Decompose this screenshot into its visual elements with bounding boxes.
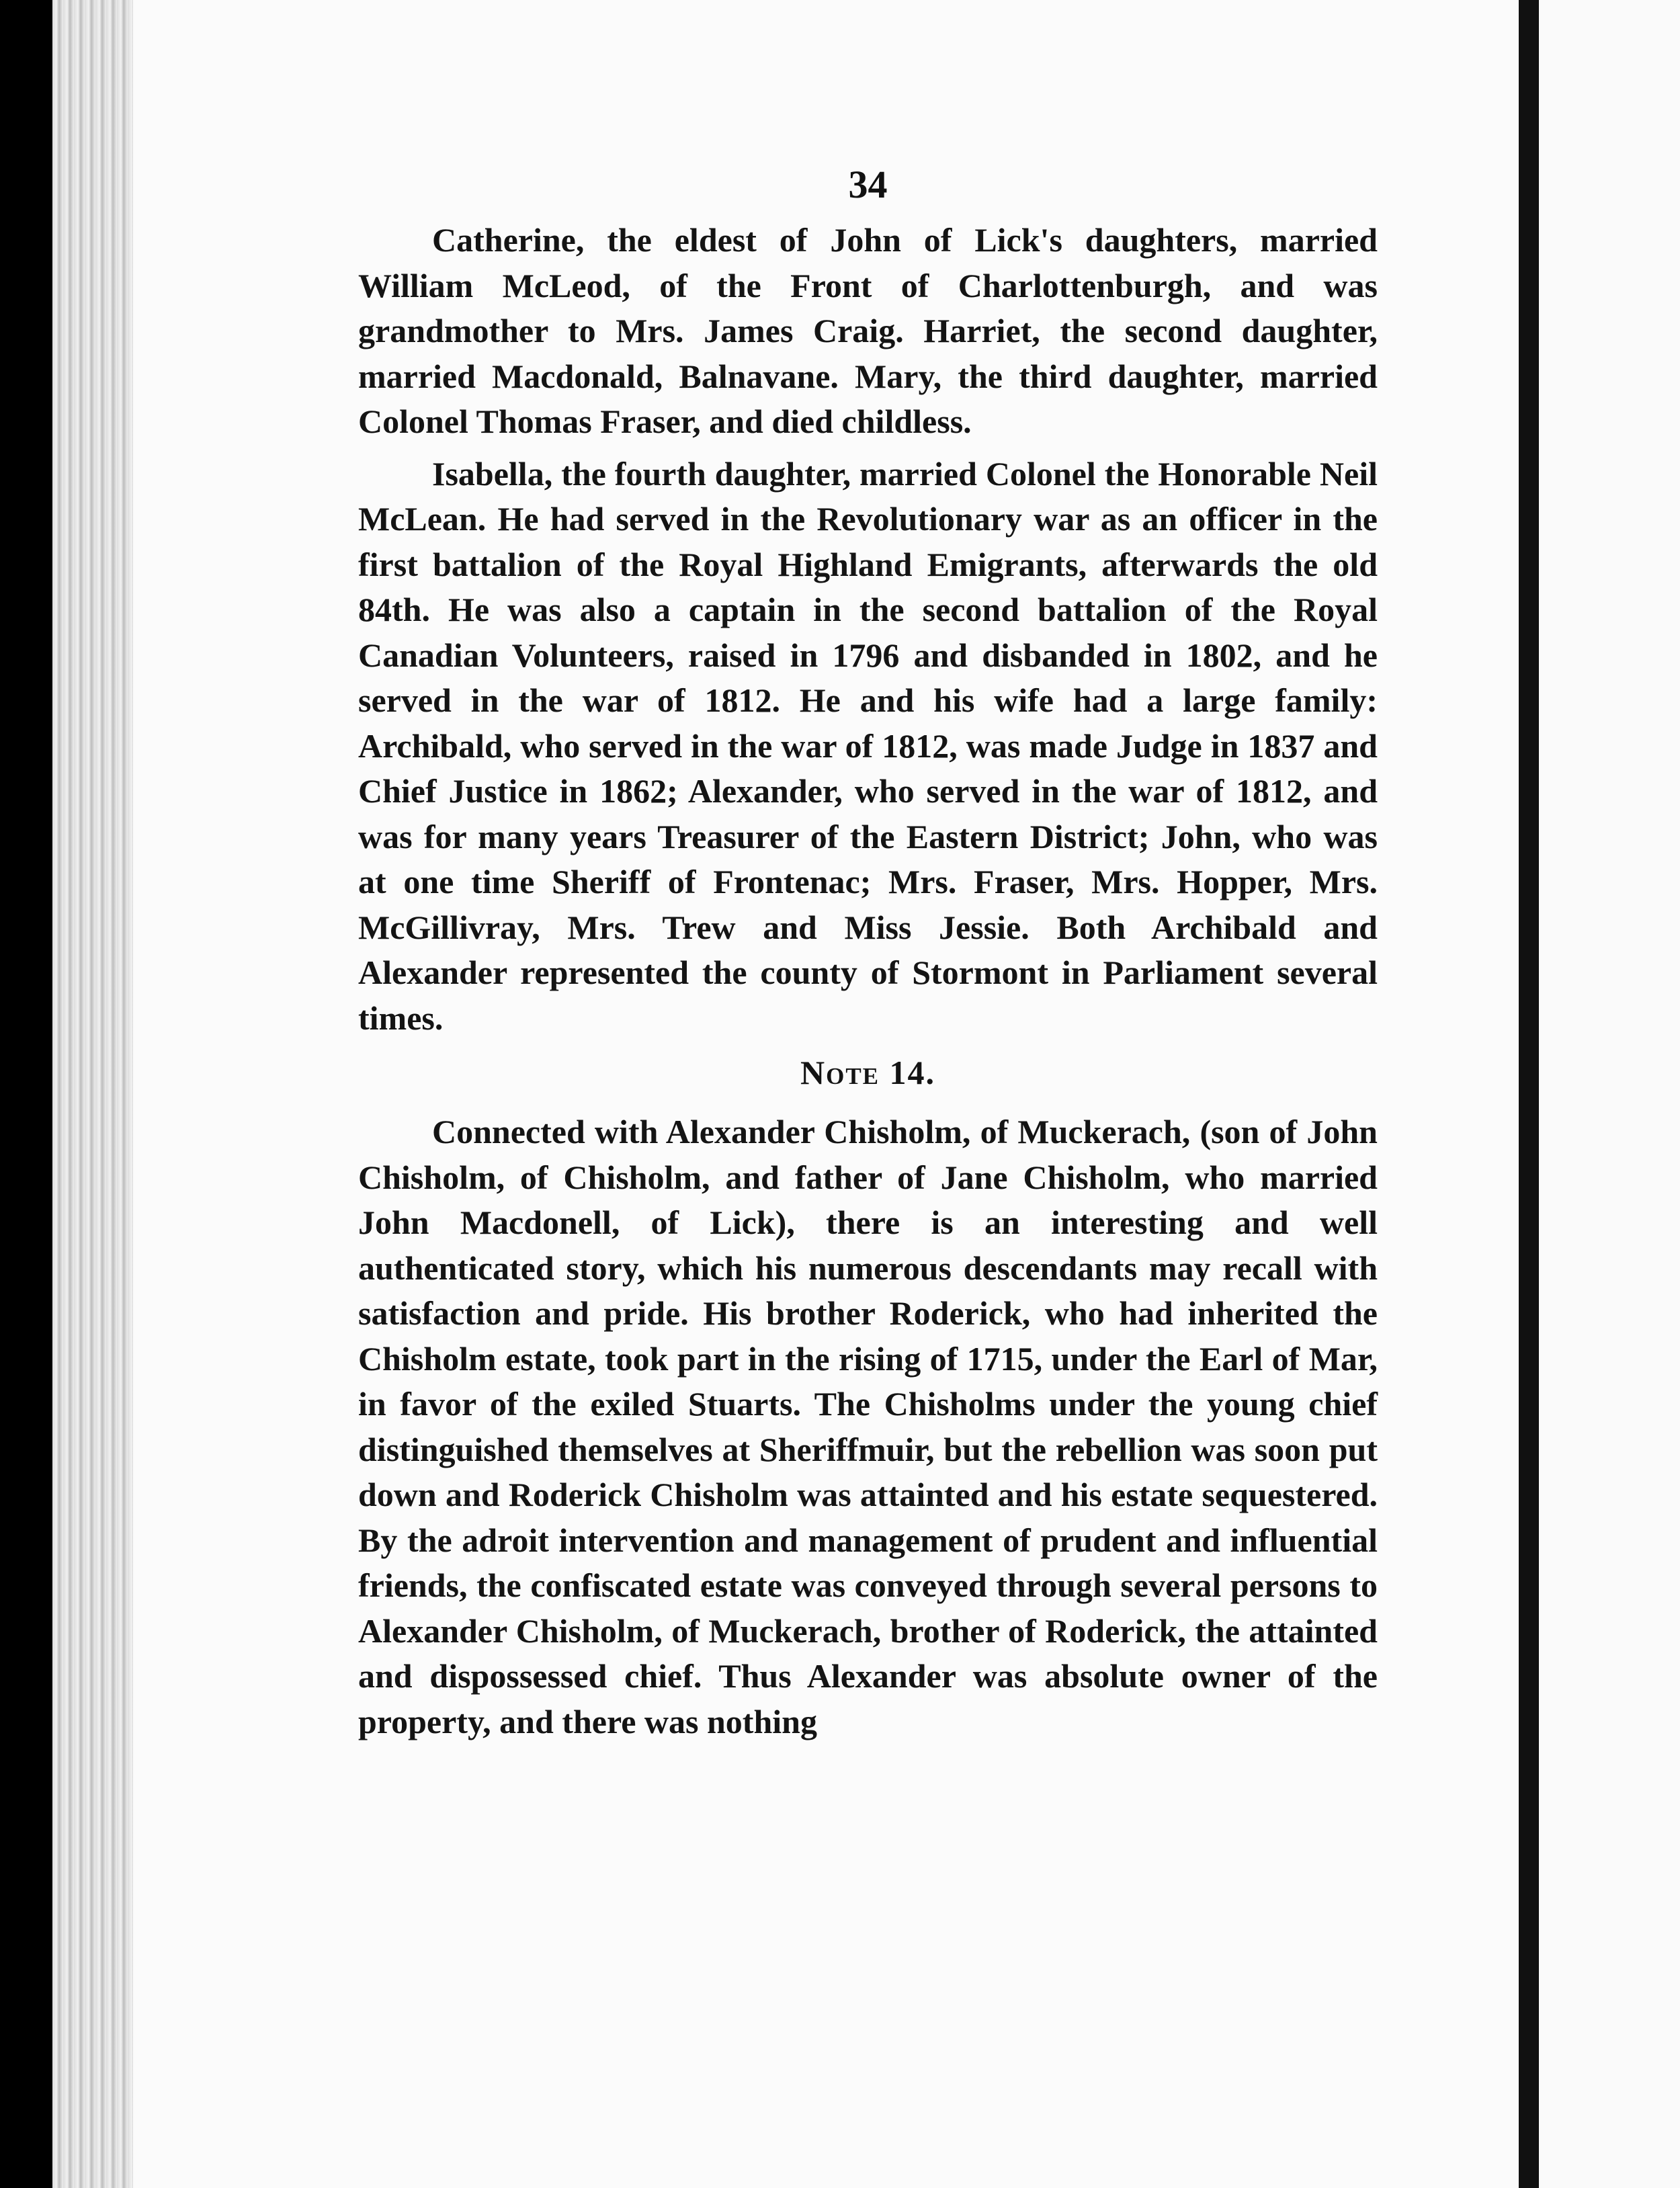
scan-right-margin (1539, 0, 1680, 2188)
scan-left-shadow (0, 0, 52, 2188)
paragraph-isabella: Isabella, the fourth daughter, married Colonel the Honorable Neil McLean. He had served in the Revolutionary war as an officer in the first battalion of the Royal Highland Emigrants, afterwards the old 84th. He was also a captain in the second battalion of the Royal Canadian Volunteers, raised in 1796 and disbanded in 1802, and he served in the war of 1812. He and his wife had a large family: Archibald, who served in the war of 1812, was made Judge in 1837 and Chief Justice in 1862; Alexander, who served in the war of 1812, and was for many years Treasurer of the Eastern District; John, who was at one time Sheriff of Frontenac; Mrs. Fraser, Mrs. Hopper, Mrs. McGillivray, Mrs. Trew and Miss Jessie. Both Archibald and Alexander represented the county of Stormont in Parliament several times. (358, 454, 1378, 1037)
paragraph-note-chisholm: Connected with Alexander Chisholm, of Muckerach, (son of John Chisholm, of Chisholm, and father of Jane Chisholm, who married John Macdonell, of Lick), there is an interesting and well authenticated story, which his numerous descendants may recall with satisfaction and pride. His brother Roderick, who had inherited the Chisholm estate, took part in the rising of 1715, under the Earl of Mar, in favor of the exiled Stuarts. The Chisholms under the young chief distinguished themselves at Sheriffmuir, but the rebellion was soon put down and Roderick Chisholm was attainted and his estate sequestered. By the adroit intervention and management of prudent and influential friends, the confiscated estate was conveyed through several persons to Alexander Chisholm, of Muckerach, brother of Roderick, the attainted and dispossessed chief. Thus Alexander was absolute owner of the property, and there was nothing (358, 1113, 1378, 1740)
scan-right-gutter (1519, 0, 1539, 2188)
note-heading: Note 14. (800, 1054, 936, 1091)
page-text-block (358, 155, 1378, 1751)
paragraph-catherine: Catherine, the eldest of John of Lick's daughters, married William McLeod, of the Front of Charlottenburgh, and was grandmother to Mrs. James Craig. Harriet, the second daughter, married Macdonald, Balnavane. Mary, the third daughter, married Colonel Thomas Fraser, and died childless. (358, 221, 1378, 440)
page-number: 34 (848, 163, 888, 206)
book-page-edges (52, 0, 133, 2188)
